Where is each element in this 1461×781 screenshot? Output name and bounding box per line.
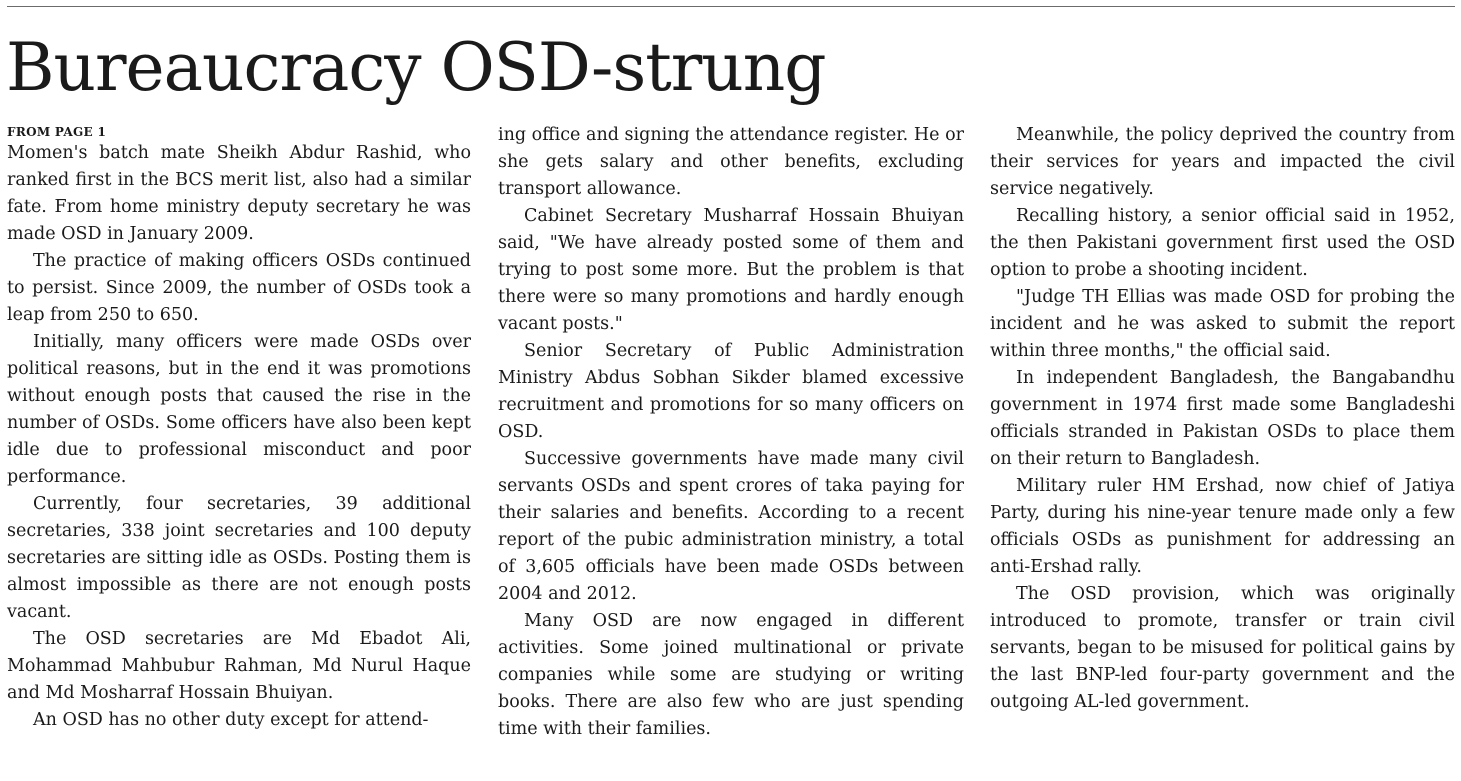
paragraph: An OSD has no other duty except for attend-: [33, 710, 429, 730]
paragraph: Military ruler HM Ershad, now chief of Jatiya Party, during his nine-year tenure made only a few officials OSDs as punishment for addressing an anti-Ershad rally.: [990, 476, 1455, 577]
kicker-from-page: FROM PAGE 1: [7, 125, 107, 139]
article-column-2: [498, 122, 964, 743]
paragraph: The OSD secretaries are Md Ebadot Ali, Mohammad Mahbubur Rahman, Md Nurul Haque and Md Mosharraf Hossain Bhuiyan.: [7, 629, 471, 703]
paragraph: Recalling history, a senior official said in 1952, the then Pakistani government first used the OSD option to probe a shooting incident.: [990, 206, 1455, 280]
paragraph: ing office and signing the attendance register. He or she gets salary and other benefits, excluding transport allowance.: [498, 125, 964, 199]
paragraph: Many OSD are now engaged in different activities. Some joined multinational or private companies while some are studying or writing books. There are also few who are just spending time with their families.: [498, 611, 964, 739]
article-column-1: [7, 122, 471, 734]
headline: Bureaucracy OSD-strung: [6, 29, 826, 106]
paragraph: Senior Secretary of Public Administration Ministry Abdus Sobhan Sikder blamed excessive recruitment and promotions for so many officers on OSD.: [498, 341, 964, 442]
paragraph: In independent Bangladesh, the Bangabandhu government in 1974 first made some Bangladeshi officials stranded in Pakistan OSDs to place them on their return to Bangladesh.: [990, 368, 1455, 469]
paragraph: Currently, four secretaries, 39 additional secretaries, 338 joint secretaries and 100 deputy secretaries are sitting idle as OSDs. Posting them is almost impossible as there are not enough posts vacant.: [7, 494, 471, 622]
top-rule: [7, 6, 1455, 7]
paragraph: The OSD provision, which was originally introduced to promote, transfer or train civil servants, began to be misused for political gains by the last BNP-led four-party government and the outgoing AL-led government.: [990, 584, 1455, 712]
paragraph: Successive governments have made many civil servants OSDs and spent crores of taka paying for their salaries and benefits. According to a recent report of the pubic administration ministry, a total of 3,605 officials have been made OSDs between 2004 and 2012.: [498, 449, 964, 604]
paragraph: The practice of making officers OSDs continued to persist. Since 2009, the number of OSDs took a leap from 250 to 650.: [7, 251, 471, 325]
paragraph: "Judge TH Ellias was made OSD for probing the incident and he was asked to submit the report within three months," the official said.: [990, 287, 1455, 361]
paragraph: Meanwhile, the policy deprived the country from their services for years and impacted the civil service negatively.: [990, 125, 1455, 199]
paragraph: Cabinet Secretary Musharraf Hossain Bhuiyan said, "We have already posted some of them and trying to post some more. But the problem is that there were so many promotions and hardly enough vacant posts.": [498, 206, 964, 334]
paragraph: Initially, many officers were made OSDs over political reasons, but in the end it was promotions without enough posts that caused the rise in the number of OSDs. Some officers have also been kept idle due to professional misconduct and poor performance.: [7, 332, 471, 487]
paragraph: Momen's batch mate Sheikh Abdur Rashid, who ranked first in the BCS merit list, also had a similar fate. From home ministry deputy secretary he was made OSD in January 2009.: [7, 143, 471, 244]
article-column-3: [990, 122, 1455, 716]
